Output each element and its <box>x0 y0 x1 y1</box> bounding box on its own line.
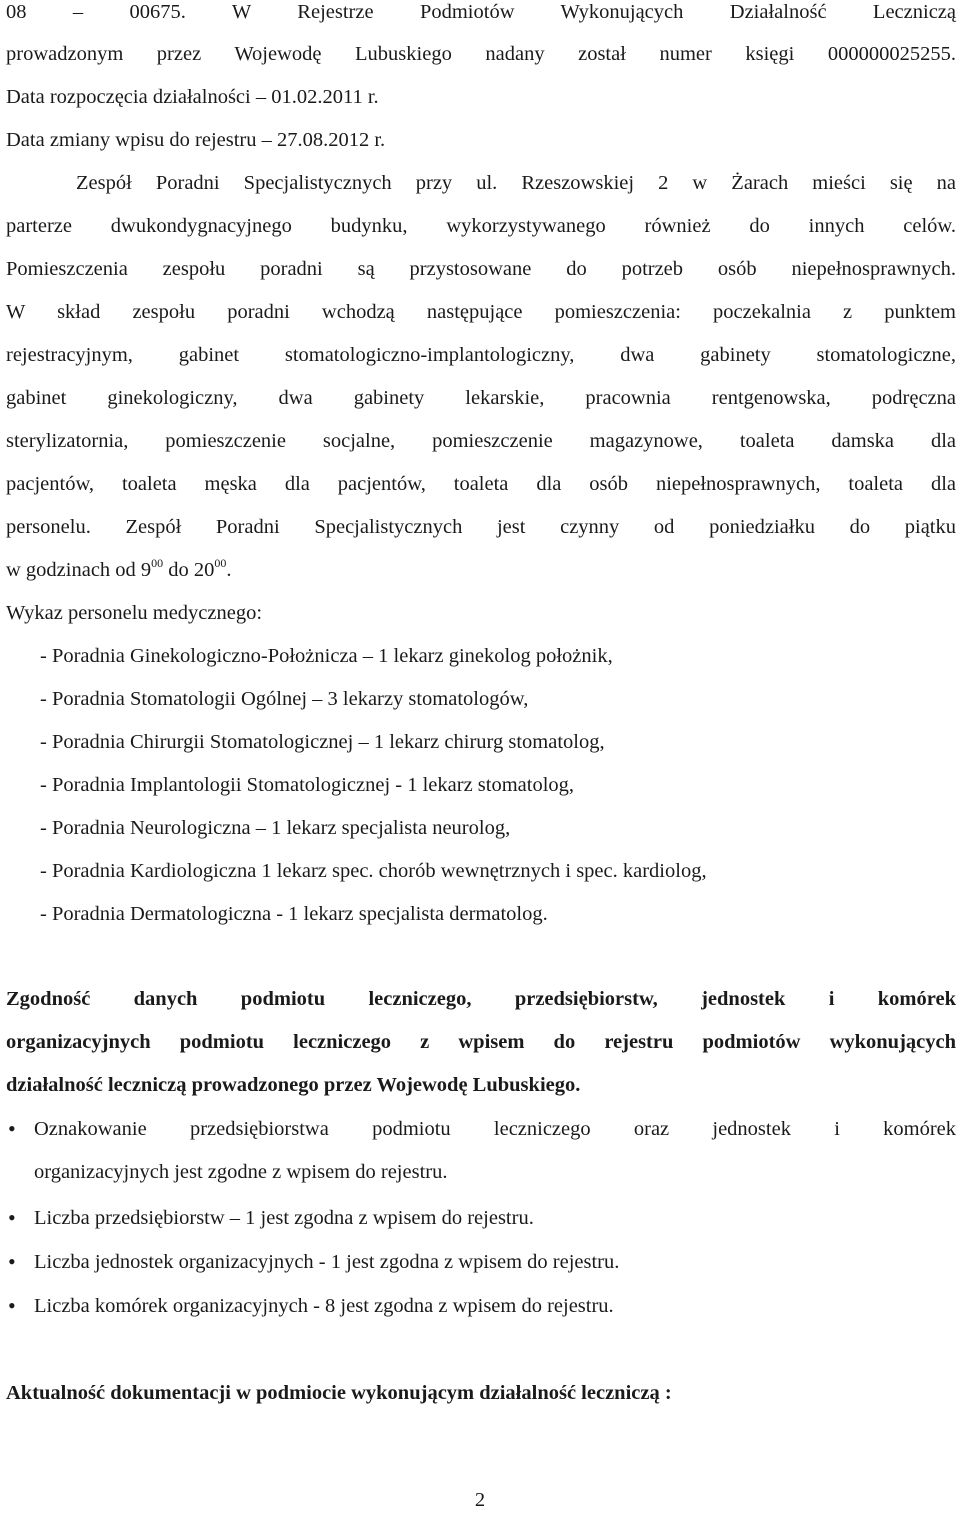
start-date-line: Data rozpoczęcia działalności – 01.02.2011 r. <box>6 86 379 108</box>
description-line-3: Pomieszczenia zespołu poradni są przystosowane do potrzeb osób niepełnosprawnych. <box>6 258 956 280</box>
bullet-icon: • <box>8 1205 16 1230</box>
staff-item: - Poradnia Kardiologiczna 1 lekarz spec. chorób wewnętrznych i spec. kardiolog, <box>40 860 707 882</box>
bullet-icon: • <box>8 1293 16 1318</box>
opening-hours-line <box>6 558 232 582</box>
registry-line-2: prowadzonym przez Wojewodę Lubuskiego nadany został numer księgi 000000025255. <box>6 43 956 65</box>
bullet-icon: • <box>8 1249 16 1274</box>
documentation-heading: Aktualność dokumentacji w podmiocie wykonującym działalność leczniczą : <box>6 1382 672 1404</box>
description-line-9: personelu. Zespół Poradni Specjalistycznych jest czynny od poniedziałku do piątku <box>6 516 956 538</box>
hours-text-a: w godzinach od 9 <box>6 559 152 581</box>
bullet-1-line-2: organizacyjnych jest zgodne z wpisem do rejestru. <box>34 1161 448 1183</box>
page-number: 2 <box>474 1489 486 1511</box>
bullet-1-line-1: Oznakowanie przedsiębiorstwa podmiotu leczniczego oraz jednostek i komórek <box>34 1118 956 1140</box>
bullet-3: Liczba jednostek organizacyjnych - 1 jest zgodna z wpisem do rejestru. <box>34 1251 620 1273</box>
description-line-5: rejestracyjnym, gabinet stomatologiczno-implantologiczny, dwa gabinety stomatologiczne, <box>6 344 956 366</box>
registry-line-1: 08 – 00675. W Rejestrze Podmiotów Wykonujących Działalność Leczniczą <box>6 1 956 23</box>
staff-item: - Poradnia Dermatologiczna - 1 lekarz specjalista dermatolog. <box>40 903 548 925</box>
change-date-line: Data zmiany wpisu do rejestru – 27.08.2012 r. <box>6 129 386 151</box>
staff-item: - Poradnia Chirurgii Stomatologicznej – 1 lekarz chirurg stomatolog, <box>40 731 605 753</box>
description-line-6: gabinet ginekologiczny, dwa gabinety lekarskie, pracownia rentgenowska, podręczna <box>6 387 956 409</box>
staff-heading: Wykaz personelu medycznego: <box>6 602 263 624</box>
staff-item: - Poradnia Stomatologii Ogólnej – 3 lekarzy stomatologów, <box>40 688 529 710</box>
hours-text-b: do 20 <box>163 559 215 581</box>
hours-text-c: . <box>226 559 232 581</box>
description-line-8: pacjentów, toaleta męska dla pacjentów, toaleta dla osób niepełnosprawnych, toaleta dla <box>6 473 956 495</box>
hours-sup-1: 00 <box>151 556 164 570</box>
compliance-heading-line-3: działalność leczniczą prowadzonego przez Wojewodę Lubuskiego. <box>6 1074 581 1096</box>
hours-sup-2: 00 <box>214 556 227 570</box>
compliance-heading-line-2: organizacyjnych podmiotu leczniczego z wpisem do rejestru podmiotów wykonujących <box>6 1031 956 1053</box>
staff-item: - Poradnia Ginekologiczno-Położnicza – 1 lekarz ginekolog położnik, <box>40 645 613 667</box>
bullet-icon: • <box>8 1116 16 1141</box>
staff-item: - Poradnia Implantologii Stomatologicznej - 1 lekarz stomatolog, <box>40 774 575 796</box>
bullet-4: Liczba komórek organizacyjnych - 8 jest zgodna z wpisem do rejestru. <box>34 1295 614 1317</box>
bullet-2: Liczba przedsiębiorstw – 1 jest zgodna z wpisem do rejestru. <box>34 1207 534 1229</box>
description-line-4: W skład zespołu poradni wchodzą następujące pomieszczenia: poczekalnia z punktem <box>6 301 956 323</box>
staff-item: - Poradnia Neurologiczna – 1 lekarz specjalista neurolog, <box>40 817 511 839</box>
description-line-2: parterze dwukondygnacyjnego budynku, wykorzystywanego również do innych celów. <box>6 215 956 237</box>
description-line-1: Zespół Poradni Specjalistycznych przy ul. Rzeszowskiej 2 w Żarach mieści się na <box>76 172 956 194</box>
description-line-7: sterylizatornia, pomieszczenie socjalne, pomieszczenie magazynowe, toaleta damska dla <box>6 430 956 452</box>
compliance-heading-line-1: Zgodność danych podmiotu leczniczego, przedsiębiorstw, jednostek i komórek <box>6 988 956 1010</box>
